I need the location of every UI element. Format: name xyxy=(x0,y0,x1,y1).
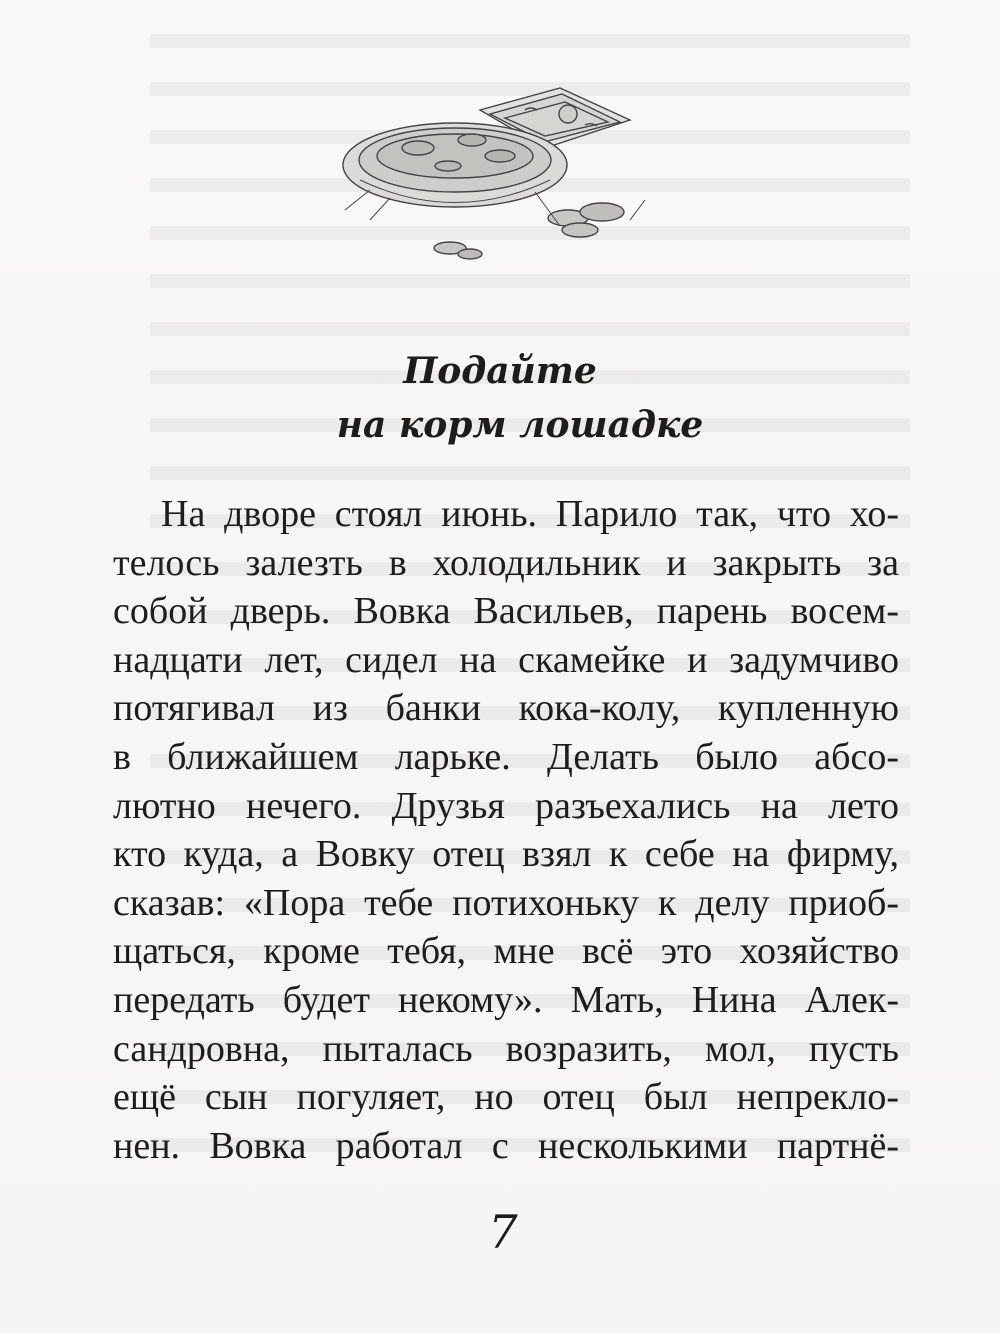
text-line: щаться, кроме тебя, мне всё это хозяйство xyxy=(113,930,899,973)
text-line: нен. Вовка работал с несколькими партнё- xyxy=(113,1124,899,1167)
text-line: телось залезть в холодильник и закрыть за xyxy=(113,541,899,584)
text-line: сказав: «Пора тебе потихоньку к делу приоб- xyxy=(113,881,899,924)
text-line: На дворе стоял июнь. Парило так, что хо- xyxy=(161,493,899,535)
text-line: в ближайшем ларьке. Делать было абсо- xyxy=(113,735,899,778)
text-line: лютно нечего. Друзья разъехались на лето xyxy=(113,784,899,827)
body-text xyxy=(113,490,899,1170)
text-line: передать будет некому». Мать, Нина Алек- xyxy=(113,978,899,1021)
page-number-label: 7 xyxy=(488,1205,518,1259)
page-number xyxy=(478,1200,528,1260)
chapter-title-line-1: Подайте xyxy=(403,350,597,392)
text-line: надцати лет, сидел на скамейке и задумчиво xyxy=(113,638,899,681)
text-line: сандровна, пыталась возразить, мол, пусть xyxy=(113,1027,899,1070)
text-line: потягивал из банки кока-колу, купленную xyxy=(113,687,899,730)
text-line: кто куда, а Вовку отец взял к себе на фирму, xyxy=(113,833,899,876)
text-line: ещё сын погуляет, но отец был непрекло- xyxy=(113,1076,899,1119)
chapter-title-line-2: на корм лошадке xyxy=(336,404,704,446)
text-line: собой дверь. Вовка Васильев, парень восем- xyxy=(113,590,899,633)
coins-and-banknotes-icon xyxy=(330,70,670,280)
